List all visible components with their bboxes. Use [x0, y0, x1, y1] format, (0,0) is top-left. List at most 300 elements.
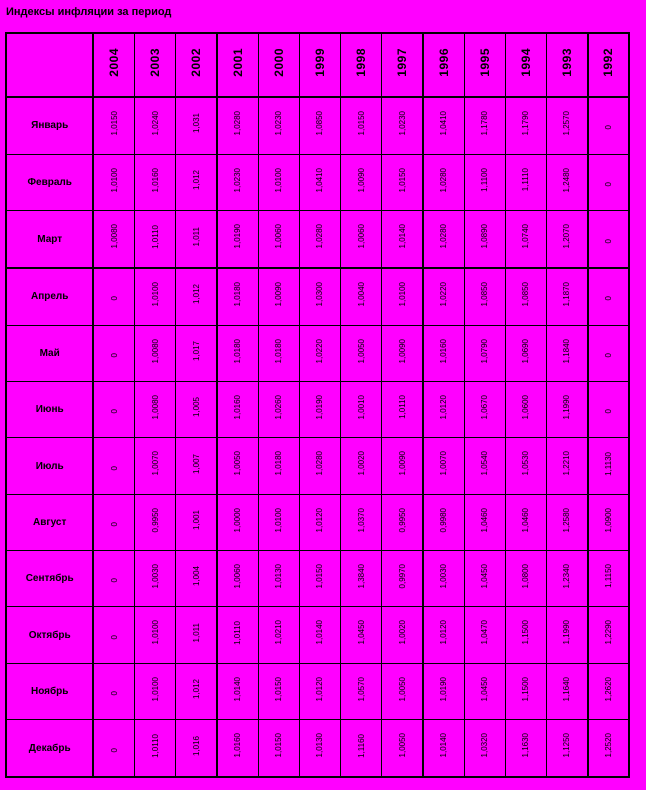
table-cell	[382, 97, 423, 154]
table-cell	[423, 607, 464, 663]
column-header-year	[423, 33, 464, 97]
table-cell	[382, 551, 423, 607]
inflation-index-value: 1,0110	[150, 733, 160, 758]
table-cell	[176, 268, 217, 325]
month-label: Август	[6, 494, 93, 550]
table-cell	[588, 438, 629, 494]
inflation-index-value: 1,0600	[521, 394, 531, 420]
inflation-index-value: 1,0110	[233, 620, 243, 645]
inflation-index-value: 1,2290	[603, 620, 613, 645]
inflation-index-value: 1,0190	[233, 224, 243, 249]
inflation-index-value: 1,0180	[233, 282, 243, 307]
table-row	[6, 663, 629, 719]
table-cell	[464, 154, 505, 210]
table-cell	[217, 607, 258, 663]
inflation-index-value: 1,0100	[150, 676, 160, 702]
table-cell	[93, 97, 134, 154]
table-cell	[382, 154, 423, 210]
inflation-index-value: 1,1150	[603, 564, 613, 589]
table-cell	[546, 154, 587, 210]
inflation-index-value: 1,0190	[439, 676, 449, 702]
table-cell	[341, 438, 382, 494]
inflation-index-value: 1,0110	[397, 395, 407, 420]
table-cell	[93, 720, 134, 777]
table-cell	[258, 720, 299, 777]
table-cell	[382, 382, 423, 438]
inflation-index-value: 1,012	[191, 284, 201, 305]
year-label: 2002	[189, 48, 204, 77]
inflation-index-value: 0,9950	[150, 507, 160, 533]
table-cell	[93, 382, 134, 438]
inflation-index-value: 1,1160	[356, 733, 366, 758]
month-label: Ноябрь	[6, 663, 93, 719]
column-header-year	[258, 33, 299, 97]
table-cell	[464, 97, 505, 154]
table-cell	[176, 382, 217, 438]
table-cell	[423, 438, 464, 494]
table-cell	[299, 607, 340, 663]
table-row	[6, 494, 629, 550]
table-cell	[93, 325, 134, 381]
table-cell	[135, 97, 176, 154]
inflation-index-value: 1,0160	[233, 394, 243, 420]
inflation-index-value: 1,0530	[521, 451, 531, 476]
table-cell	[588, 97, 629, 154]
table-cell	[341, 382, 382, 438]
inflation-index-value: 0	[109, 465, 119, 471]
table-cell	[217, 720, 258, 777]
month-label: Май	[6, 325, 93, 381]
inflation-index-value: 1,0090	[356, 167, 366, 193]
table-cell	[135, 438, 176, 494]
table-row	[6, 382, 629, 438]
year-label: 1998	[354, 48, 369, 77]
table-cell	[588, 154, 629, 210]
month-label: Сентябрь	[6, 551, 93, 607]
inflation-index-value: 1,0140	[397, 224, 407, 249]
table-cell	[546, 663, 587, 719]
inflation-index-value: 1,0100	[274, 507, 284, 533]
inflation-index-value: 1,0410	[315, 167, 325, 193]
inflation-index-value: 1,1630	[521, 733, 531, 758]
table-cell	[423, 325, 464, 381]
inflation-index-value: 1,0850	[315, 111, 325, 136]
table-cell	[299, 382, 340, 438]
table-cell	[299, 268, 340, 325]
table-cell	[176, 211, 217, 268]
year-label: 1995	[477, 48, 492, 77]
table-cell	[135, 268, 176, 325]
inflation-index-value: 1,0150	[109, 111, 119, 136]
inflation-index-value: 1,2520	[603, 733, 613, 758]
inflation-index-value: 1,0080	[150, 338, 160, 364]
table-cell	[258, 494, 299, 550]
inflation-index-value: 0,9950	[397, 507, 407, 533]
inflation-index-value: 1,1990	[562, 394, 572, 420]
table-cell	[217, 325, 258, 381]
inflation-index-value: 1,0070	[439, 451, 449, 476]
inflation-index-value: 0	[603, 352, 613, 358]
inflation-index-value: 0	[109, 352, 119, 358]
month-label: Декабрь	[6, 720, 93, 777]
inflation-index-value: 1,0320	[480, 733, 490, 758]
table-cell	[423, 154, 464, 210]
table-corner-cell	[6, 33, 93, 97]
inflation-index-value: 1,0160	[439, 338, 449, 364]
inflation-index-value: 1,0280	[439, 224, 449, 249]
table-cell	[135, 607, 176, 663]
table-cell	[588, 720, 629, 777]
inflation-index-value: 1,0690	[521, 338, 531, 364]
table-cell	[135, 663, 176, 719]
table-cell	[299, 154, 340, 210]
inflation-index-value: 1,0050	[356, 338, 366, 364]
inflation-index-value: 0	[109, 634, 119, 640]
year-label: 2001	[230, 48, 245, 77]
table-cell	[135, 382, 176, 438]
table-cell	[299, 325, 340, 381]
table-cell	[588, 268, 629, 325]
table-cell	[382, 663, 423, 719]
inflation-index-value: 1,007	[191, 453, 201, 474]
inflation-index-value: 1,0100	[150, 282, 160, 307]
table-cell	[176, 551, 217, 607]
inflation-index-value: 0	[109, 521, 119, 527]
page-title: Индексы инфляции за период	[6, 6, 172, 18]
inflation-index-value: 1,0230	[397, 111, 407, 136]
inflation-index-value: 1,1130	[603, 451, 613, 476]
inflation-index-value: 1,0850	[521, 282, 531, 307]
table-cell	[423, 211, 464, 268]
inflation-index-value: 1,1840	[562, 338, 572, 364]
table-cell	[546, 607, 587, 663]
inflation-index-value: 1,0100	[150, 620, 160, 645]
year-label: 1993	[559, 48, 574, 77]
inflation-index-value: 1,0150	[315, 564, 325, 589]
inflation-index-value: 1,0240	[150, 111, 160, 136]
table-cell	[258, 607, 299, 663]
inflation-index-value: 0	[109, 747, 119, 753]
table-cell	[588, 663, 629, 719]
inflation-index-value: 1,0280	[315, 451, 325, 476]
table-cell	[464, 382, 505, 438]
inflation-index-value: 1,0450	[356, 620, 366, 645]
table-cell	[464, 268, 505, 325]
table-cell	[505, 438, 546, 494]
table-cell	[588, 211, 629, 268]
table-cell	[464, 438, 505, 494]
table-cell	[176, 97, 217, 154]
table-cell	[464, 211, 505, 268]
table-cell	[93, 607, 134, 663]
inflation-index-value: 1,0120	[315, 507, 325, 533]
table-cell	[546, 720, 587, 777]
inflation-index-value: 1,031	[191, 113, 201, 134]
table-cell	[299, 438, 340, 494]
table-cell	[217, 494, 258, 550]
inflation-index-value: 1,0180	[233, 338, 243, 364]
inflation-index-value: 1,0060	[233, 564, 243, 589]
inflation-index-value: 1,0030	[150, 564, 160, 589]
table-cell	[505, 268, 546, 325]
table-cell	[217, 211, 258, 268]
inflation-index-value: 1,0370	[356, 507, 366, 533]
table-cell	[423, 663, 464, 719]
inflation-index-value: 1,0260	[274, 394, 284, 420]
inflation-index-value: 1,005	[191, 397, 201, 418]
month-label: Январь	[6, 97, 93, 154]
inflation-index-value: 1,0210	[274, 620, 284, 645]
table-cell	[93, 551, 134, 607]
inflation-index-table	[5, 32, 630, 778]
inflation-index-value: 1,1640	[562, 676, 572, 702]
table-cell	[423, 551, 464, 607]
year-label: 1992	[601, 48, 616, 77]
inflation-index-value: 0	[603, 409, 613, 414]
inflation-index-value: 1,0220	[315, 338, 325, 364]
year-label: 2003	[148, 48, 163, 77]
inflation-index-value: 1,0180	[274, 338, 284, 364]
table-cell	[217, 551, 258, 607]
table-cell	[505, 325, 546, 381]
column-header-year	[135, 33, 176, 97]
inflation-index-value: 1,0100	[397, 282, 407, 307]
inflation-index-value: 1,0110	[150, 224, 160, 249]
column-header-year	[505, 33, 546, 97]
inflation-index-value: 1,0150	[274, 676, 284, 702]
inflation-index-value: 1,0790	[480, 338, 490, 364]
inflation-index-value: 1,0070	[150, 451, 160, 476]
table-cell	[176, 720, 217, 777]
column-header-year	[299, 33, 340, 97]
table-cell	[93, 268, 134, 325]
table-cell	[299, 720, 340, 777]
table-cell	[135, 211, 176, 268]
table-cell	[176, 438, 217, 494]
table-cell	[341, 607, 382, 663]
table-cell	[341, 97, 382, 154]
column-header-year	[588, 33, 629, 97]
inflation-index-value: 1,0030	[439, 564, 449, 589]
table-cell	[464, 720, 505, 777]
inflation-index-value: 1,1100	[480, 168, 490, 192]
inflation-index-value: 1,1500	[521, 676, 531, 702]
table-cell	[93, 154, 134, 210]
table-cell	[505, 663, 546, 719]
table-cell	[217, 268, 258, 325]
table-cell	[546, 551, 587, 607]
inflation-index-value: 1,1870	[562, 282, 572, 307]
inflation-index-value: 1,0220	[439, 282, 449, 307]
table-row	[6, 97, 629, 154]
table-cell	[341, 663, 382, 719]
table-cell	[546, 325, 587, 381]
table-cell	[135, 494, 176, 550]
table-cell	[546, 438, 587, 494]
inflation-index-value: 1,0280	[439, 167, 449, 193]
table-cell	[382, 325, 423, 381]
inflation-index-value: 1,0800	[521, 564, 531, 589]
inflation-index-value: 1,0670	[480, 394, 490, 420]
inflation-index-value: 1,0300	[315, 282, 325, 307]
inflation-index-value: 1,0850	[480, 282, 490, 307]
table-cell	[299, 494, 340, 550]
table-cell	[505, 720, 546, 777]
inflation-index-value: 0,9970	[397, 564, 407, 589]
table-cell	[93, 438, 134, 494]
table-cell	[176, 663, 217, 719]
inflation-index-value: 1,0090	[397, 451, 407, 476]
table-cell	[258, 211, 299, 268]
table-cell	[341, 720, 382, 777]
table-cell	[505, 211, 546, 268]
inflation-index-value: 1,0040	[356, 282, 366, 307]
inflation-index-value: 1,011	[191, 226, 201, 247]
inflation-index-value: 1,0120	[439, 394, 449, 420]
year-label: 1996	[436, 48, 451, 77]
inflation-index-value: 1,1250	[562, 733, 572, 758]
inflation-index-value: 1,1990	[562, 620, 572, 645]
year-label: 2004	[107, 48, 122, 77]
inflation-index-value: 0	[603, 238, 613, 244]
month-label: Апрель	[6, 268, 93, 325]
table-cell	[217, 154, 258, 210]
table-header-row	[6, 33, 629, 97]
table-cell	[299, 97, 340, 154]
table-cell	[258, 154, 299, 210]
table-cell	[382, 494, 423, 550]
inflation-index-value: 1,0280	[315, 224, 325, 249]
inflation-index-value: 1,0470	[480, 620, 490, 645]
inflation-index-value: 1,0050	[397, 676, 407, 702]
table-cell	[588, 325, 629, 381]
inflation-index-value: 0	[109, 578, 119, 583]
table-cell	[546, 211, 587, 268]
table-cell	[382, 438, 423, 494]
table-cell	[464, 551, 505, 607]
table-cell	[505, 494, 546, 550]
table-cell	[382, 720, 423, 777]
inflation-index-value: 1,0060	[274, 224, 284, 249]
inflation-index-value: 0	[603, 125, 613, 130]
inflation-index-value: 1,001	[191, 509, 201, 530]
table-cell	[217, 663, 258, 719]
inflation-index-value: 0	[109, 296, 119, 301]
table-row	[6, 720, 629, 777]
table-cell	[505, 97, 546, 154]
table-cell	[176, 325, 217, 381]
month-label: Февраль	[6, 154, 93, 210]
inflation-index-value: 1,1780	[480, 111, 490, 136]
inflation-index-value: 1,0280	[233, 111, 243, 136]
table-cell	[258, 268, 299, 325]
inflation-index-value: 0	[603, 296, 613, 301]
table-cell	[464, 663, 505, 719]
month-label: Июль	[6, 438, 93, 494]
inflation-index-value: 1,0410	[439, 111, 449, 136]
inflation-index-value: 0	[109, 409, 119, 414]
month-label: Октябрь	[6, 607, 93, 663]
inflation-index-value: 1,0050	[233, 451, 243, 476]
table-cell	[341, 154, 382, 210]
table-cell	[341, 211, 382, 268]
inflation-index-value: 1,012	[191, 678, 201, 699]
table-cell	[93, 211, 134, 268]
year-label: 1999	[312, 48, 327, 77]
table-row	[6, 211, 629, 268]
inflation-index-value: 1,0160	[233, 733, 243, 758]
inflation-index-value: 1,1790	[521, 111, 531, 136]
month-label: Июнь	[6, 382, 93, 438]
month-label: Март	[6, 211, 93, 268]
table-cell	[505, 607, 546, 663]
table-cell	[464, 325, 505, 381]
inflation-index-value: 0	[109, 690, 119, 696]
inflation-index-value: 1,0060	[356, 224, 366, 249]
inflation-index-value: 1,2480	[562, 167, 572, 193]
table-cell	[258, 663, 299, 719]
column-header-year	[546, 33, 587, 97]
inflation-index-value: 1,0050	[397, 733, 407, 758]
table-cell	[588, 382, 629, 438]
table-row	[6, 325, 629, 381]
inflation-index-value: 1,0080	[150, 394, 160, 420]
table-cell	[505, 382, 546, 438]
table-cell	[588, 607, 629, 663]
table-cell	[546, 494, 587, 550]
inflation-index-value: 1,0080	[109, 224, 119, 249]
inflation-index-value: 1,0140	[233, 676, 243, 702]
inflation-index-value: 1,0020	[397, 620, 407, 645]
table-cell	[93, 494, 134, 550]
inflation-index-value: 1,017	[191, 340, 201, 361]
table-cell	[258, 97, 299, 154]
table-cell	[299, 663, 340, 719]
inflation-index-value: 1,0150	[356, 111, 366, 136]
table-cell	[505, 154, 546, 210]
table-cell	[217, 438, 258, 494]
table-cell	[135, 325, 176, 381]
table-cell	[423, 382, 464, 438]
table-row	[6, 438, 629, 494]
table-cell	[423, 720, 464, 777]
inflation-index-value: 1,0900	[603, 507, 613, 533]
table-cell	[299, 211, 340, 268]
inflation-index-value: 1,012	[191, 169, 201, 190]
inflation-index-value: 1,0230	[233, 167, 243, 193]
inflation-index-value: 1,0890	[480, 224, 490, 249]
inflation-index-value: 1,0740	[521, 224, 531, 249]
table-cell	[464, 607, 505, 663]
inflation-index-value: 1,2340	[562, 564, 572, 589]
table-cell	[341, 551, 382, 607]
column-header-year	[176, 33, 217, 97]
inflation-index-value: 1,0460	[521, 507, 531, 533]
inflation-index-value: 1,0120	[315, 676, 325, 702]
table-row	[6, 607, 629, 663]
inflation-index-value: 1,0140	[315, 620, 325, 645]
column-header-year	[93, 33, 134, 97]
table-row	[6, 268, 629, 325]
inflation-index-value: 1,0130	[315, 733, 325, 758]
table-cell	[423, 494, 464, 550]
inflation-index-value: 1,2070	[562, 224, 572, 249]
inflation-index-value: 1,0540	[480, 451, 490, 476]
table-cell	[258, 551, 299, 607]
table-cell	[341, 268, 382, 325]
inflation-index-value: 1,0190	[315, 394, 325, 420]
table-cell	[93, 663, 134, 719]
